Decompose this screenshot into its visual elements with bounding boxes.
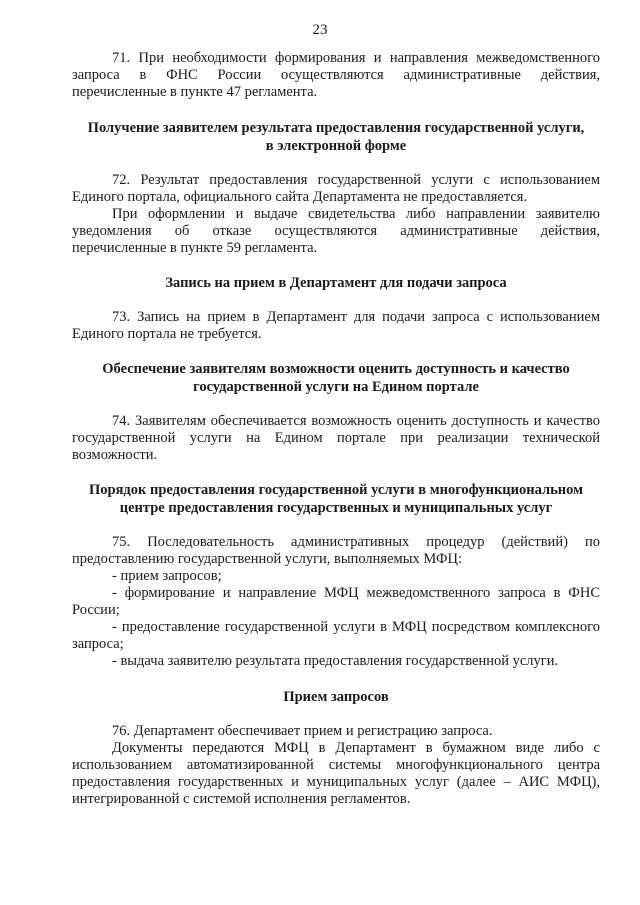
paragraph-76: 76. Департамент обеспечивает прием и регистрацию запроса. (112, 723, 493, 739)
heading-mfc-line2: центре предоставления государственных и муниципальных услуг (119, 500, 553, 516)
heading-requests: Прием запросов (283, 689, 389, 705)
heading-quality-line1: Обеспечение заявителям возможности оценить доступность и качество (102, 361, 570, 377)
paragraph-73: 73. Запись на прием в Департамент для подачи запроса с использованием Единого портала не требуется. (72, 309, 600, 342)
heading-electronic-result-line1: Получение заявителем результата предоставления государственной услуги, (87, 120, 585, 136)
list-item: - выдача заявителю результата предоставления государственной услуги. (112, 653, 559, 669)
list-item: - формирование и направление МФЦ межведомственного запроса в ФНС России; (72, 585, 600, 618)
paragraph-75: 75. Последовательность административных процедур (действий) по предоставлению государственной услуги, выполняемых МФЦ: (72, 534, 600, 567)
paragraph-72: 72. Результат предоставления государственной услуги с использованием Единого портала, официального сайта Департамента не предоставляется. (72, 172, 600, 205)
page-number: 23 (312, 22, 328, 38)
heading-electronic-result-line2: в электронной форме (265, 138, 407, 154)
paragraph-74: 74. Заявителям обеспечивается возможность оценить доступность и качество государственной услуги на Едином портале при реализации технической возможности. (72, 413, 600, 463)
heading-mfc-line1: Порядок предоставления государственной услуги в многофункциональном (88, 482, 584, 498)
list-item: - прием запросов; (112, 568, 222, 584)
paragraph-76-continued: Документы передаются МФЦ в Департамент в бумажном виде либо с использованием автоматизированной системы многофункционального центра предоставления государственных и муниципальных услуг (далее – АИС МФЦ), интегрированной с системой исполнения регламентов. (72, 740, 600, 807)
document-body (72, 50, 600, 808)
paragraph-72-continued: При оформлении и выдаче свидетельства либо направлении заявителю уведомления об отказе осуществляются административные действия, перечисленные в пункте 59 регламента. (72, 206, 600, 256)
heading-quality-line2: государственной услуги на Едином портале (193, 379, 479, 395)
paragraph-71: 71. При необходимости формирования и направления межведомственного запроса в ФНС России осуществляются административные действия, перечисленные в пункте 47 регламента. (72, 50, 600, 100)
list-item: - предоставление государственной услуги в МФЦ посредством комплексного запроса; (72, 619, 600, 652)
heading-appointment: Запись на прием в Департамент для подачи запроса (165, 275, 507, 291)
